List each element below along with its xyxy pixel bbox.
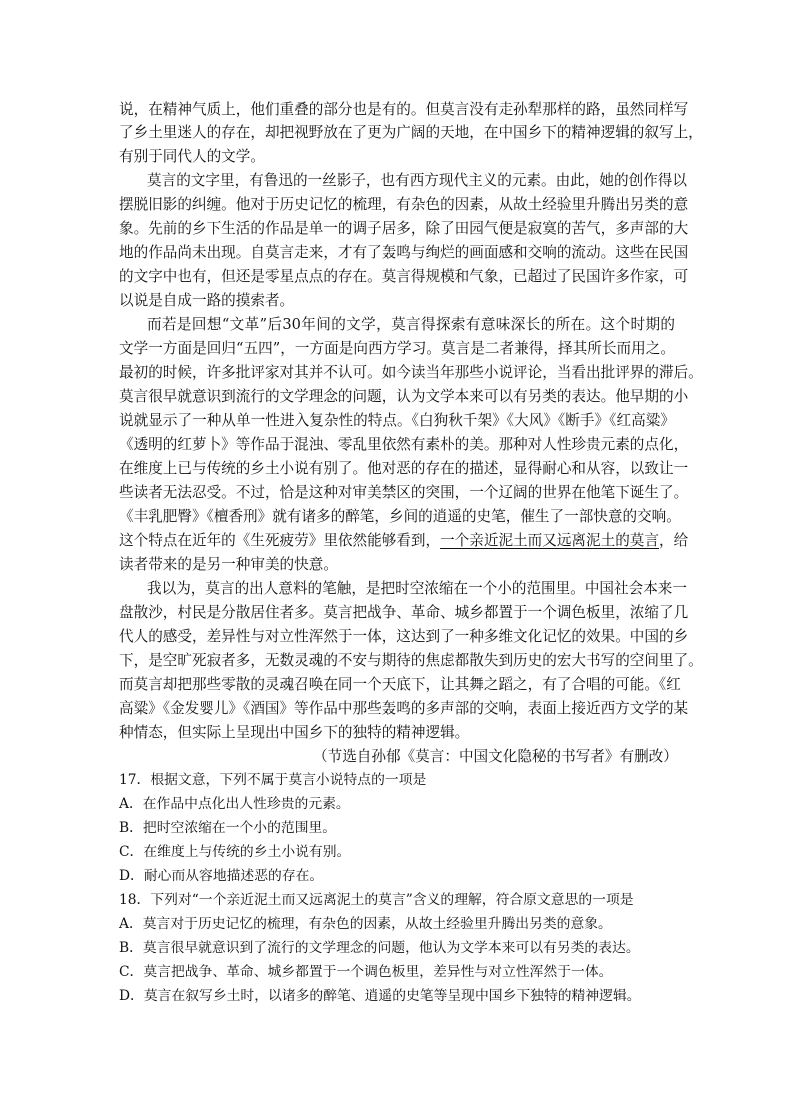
question-stem: 18．下列对“一个亲近泥土而又远离泥土的莫言”含义的理解，符合原文意思的一项是: [119, 892, 634, 908]
question-option: C．莫言把战争、革命、城乡都置于一个调色板里，差异性与对立性浑然于一体。: [119, 964, 613, 980]
passage-line: 文学一方面是回归“五四”，一方面是向西方学习。莫言是二者兼得，择其所长而用之。: [119, 340, 675, 357]
passage-line: 而若是回想“文革”后30年间的文学，莫言得探索有意味深长的所在。这个时期的: [147, 316, 675, 333]
question-stem: 17．根据文意，下列不属于莫言小说特点的一项是: [119, 772, 427, 788]
passage-line: 《透明的红萝卜》等作品于混浊、零乱里依然有素朴的美。那种对人性珍贵元素的点化，: [119, 436, 689, 453]
passage-text: ，给: [659, 532, 689, 549]
question-option: B．把时空浓缩在一个小的范围里。: [119, 820, 337, 836]
source-citation: （节选自孙郁《莫言：中国文化隐秘的书写者》有删改）: [313, 748, 678, 765]
passage-line: 些读者无法忍受。不过，恰是这种对审美禁区的突围，一个辽阔的世界在他笔下诞生了。: [119, 484, 689, 501]
underlined-phrase: 一个亲近泥土而又远离泥土的莫言: [440, 532, 659, 549]
passage-line: 最初的时候，许多批评家对其并不认可。如今读当年那些小说评论，当看出批评界的滞后。: [119, 364, 703, 381]
passage-line: 有别于同代人的文学。: [119, 148, 265, 165]
passage-line: 摆脱旧影的纠缠。他对于历史记忆的梳理，有杂色的因素，从故土经验里升腾出另类的意: [119, 196, 689, 213]
passage-line: 我以为，莫言的出人意料的笔触，是把时空浓缩在一个小的范围里。中国社会本来一: [147, 580, 687, 597]
passage-line: 象。先前的乡下生活的作品是单一的调子居多，除了田园气便是寂寞的苦气，多声部的大: [119, 220, 689, 237]
question-option: D．耐心而从容地描述恶的存在。: [119, 868, 324, 884]
passage-line: 盘散沙，村民是分散居住者多。莫言把战争、革命、城乡都置于一个调色板里，浓缩了几: [119, 604, 689, 621]
question-option: A．在作品中点化出人性珍贵的元素。: [119, 796, 350, 812]
passage-line: 地的作品尚未出现。自莫言走来，才有了轰鸣与绚烂的画面感和交响的流动。这些在民国: [119, 244, 689, 261]
question-option: C．在维度上与传统的乡土小说有别。: [119, 844, 351, 860]
passage-line: 高粱》《金发婴儿》《酒国》等作品中那些轰鸣的多声部的交响，表面上接近西方文学的某: [119, 700, 689, 717]
question-option: A．莫言对于历史记忆的梳理，有杂色的因素，从故土经验里升腾出另类的意象。: [119, 916, 612, 932]
passage-line: 说，在精神气质上，他们重叠的部分也是有的。但莫言没有走孙犁那样的路，虽然同样写: [119, 101, 689, 118]
passage-line: 代人的感受，差异性与对立性浑然于一体，这达到了一种多维文化记忆的效果。中国的乡: [119, 628, 689, 645]
passage-text: 这个特点在近年的《生死疲劳》里依然能够看到，: [119, 532, 441, 549]
passage-line: 下，是空旷死寂者多，无数灵魂的不安与期待的焦虑都散失到历史的宏大书写的空间里了。: [119, 652, 703, 669]
passage-line: 而莫言却把那些零散的灵魂召唤在同一个天底下，让其舞之蹈之，有了合唱的可能。《红: [119, 676, 681, 693]
passage-line: 以说是自成一路的摸索者。: [119, 292, 295, 309]
passage-line: 种情态，但实际上呈现出中国乡下的独特的精神逻辑。: [119, 724, 470, 741]
question-option: B．莫言很早就意识到了流行的文学理念的问题，他认为文学本来可以有另类的表达。: [119, 940, 640, 956]
passage-line: 读者带来的是另一种审美的快意。: [119, 556, 338, 573]
passage-line: 了乡土里迷人的存在，却把视野放在了更为广阔的天地，在中国乡下的精神逻辑的叙写上，: [119, 124, 703, 141]
passage-line: 说就显示了一种从单一性进入复杂性的特点。《白狗秋千架》《大风》《断手》《红高粱》: [119, 412, 675, 429]
passage-line: 莫言很早就意识到流行的文学理念的问题，认为文学本来可以有另类的表达。他早期的小: [119, 388, 689, 405]
passage-line-with-underline: [119, 529, 689, 552]
passage-line: 《丰乳肥臀》《檀香刑》就有诸多的醉笔，乡间的逍遥的史笔，催生了一部快意的交响。: [119, 508, 681, 525]
question-option: D．莫言在叙写乡土时，以诸多的醉笔、逍遥的史笔等呈现中国乡下独特的精神逻辑。: [119, 988, 641, 1004]
passage-line: 的文字中也有，但还是零星点点的存在。莫言得规模和气象，已超过了民国许多作家，可: [119, 268, 689, 285]
passage-line: 在维度上已与传统的乡土小说有别了。他对恶的存在的描述，显得耐心和从容，以致让一: [119, 460, 689, 477]
passage-line: 莫言的文字里，有鲁迅的一丝影子，也有西方现代主义的元素。由此，她的创作得以: [147, 172, 687, 189]
